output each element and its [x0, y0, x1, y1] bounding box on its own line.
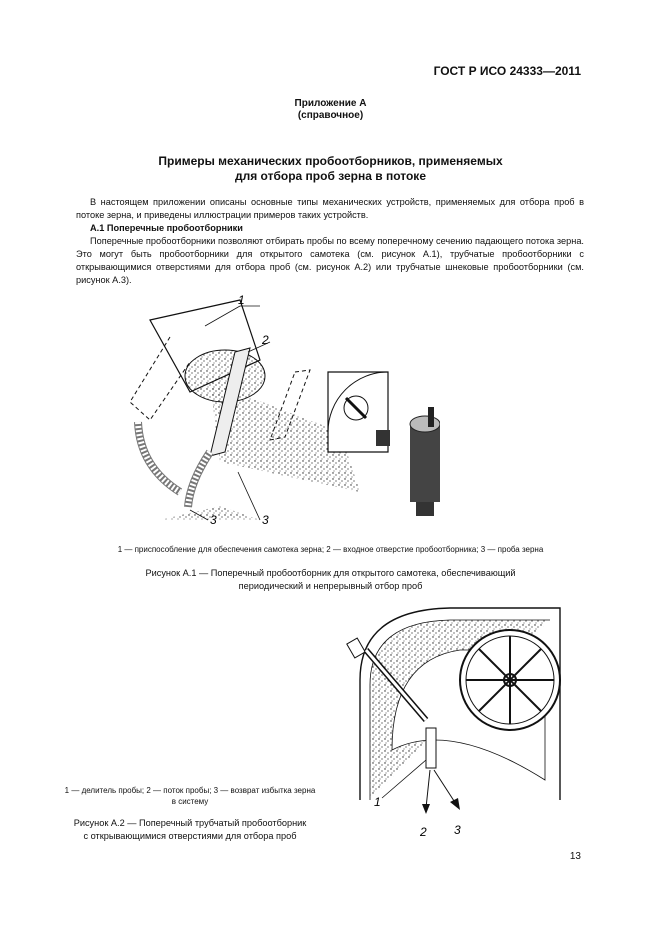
section-heading: А.1 Поперечные пробоотборники — [90, 223, 243, 233]
bucket-wheel — [460, 630, 560, 730]
figure2-tube-sampler-drawing — [330, 600, 590, 840]
figure2-legend-line2: в систему — [171, 797, 209, 806]
fig2-label-1: 1 — [374, 795, 381, 809]
fig1-label-3a: 3 — [210, 513, 217, 527]
fig1-label-2: 2 — [262, 333, 269, 347]
annex-title: Приложение А — [294, 98, 367, 109]
fig2-label-3: 3 — [454, 823, 461, 837]
figure2-caption-line1: Рисунок А.2 — Поперечный трубчатый пробоотборник — [73, 818, 307, 828]
figure2-legend — [40, 785, 340, 807]
figure1-legend: 1 — приспособление для обеспечения самотека зерна; 2 — входное отверстие пробоотборника; 3 — проба зерна — [117, 545, 544, 554]
annex-heading — [0, 98, 661, 122]
page-number: 13 — [569, 851, 581, 862]
page-title-line2: для отбора проб зерна в потоке — [234, 169, 426, 183]
intro-paragraph: В настоящем приложении описаны основные типы механических устройств, применяемых для отбора проб в потоке зерна, и приведены иллюстрации примеров таких устройств. — [76, 197, 584, 220]
fig1-label-1: 1 — [238, 293, 245, 307]
figure1-caption-line2: периодический и непрерывный отбор проб — [238, 580, 423, 591]
sampler-unit — [410, 407, 440, 516]
document-code: ГОСТ Р ИСО 24333—2011 — [433, 64, 581, 78]
figure1-caption — [0, 567, 661, 592]
sampler-gauge — [328, 372, 390, 452]
figure2-legend-line1: 1 — делитель пробы; 2 — поток пробы; 3 — возврат избытка зерна — [64, 786, 316, 795]
figure2-caption — [40, 817, 340, 842]
fig2-label-2: 2 — [420, 825, 427, 839]
intro-text — [76, 196, 584, 287]
annex-subtitle: (справочное) — [297, 110, 364, 121]
figure1-caption-line1: Рисунок А.1 — Поперечный пробоотборник для открытого самотека, обеспечивающий — [145, 568, 516, 578]
page-title-line1: Примеры механических пробоотборников, применяемых — [158, 154, 503, 168]
figure2-caption-line2: с открывающимися отверстиями для отбора проб — [83, 830, 297, 841]
figure1-sampler-drawing — [110, 292, 440, 532]
section-paragraph: Поперечные пробоотборники позволяют отбирать пробы по всему поперечному сечению падающего потока зерна. Это могут быть пробоотборники для открытого самотека (см. рисунок А.1), трубчатые пробоотборники с открывающимися отверстиями для отбора проб (см. рисунок А.2) или трубчатые шнековые пробоотборники (см. рисунок А.3). — [76, 236, 584, 285]
page-title — [0, 154, 661, 184]
fig1-label-3b: 3 — [262, 513, 269, 527]
